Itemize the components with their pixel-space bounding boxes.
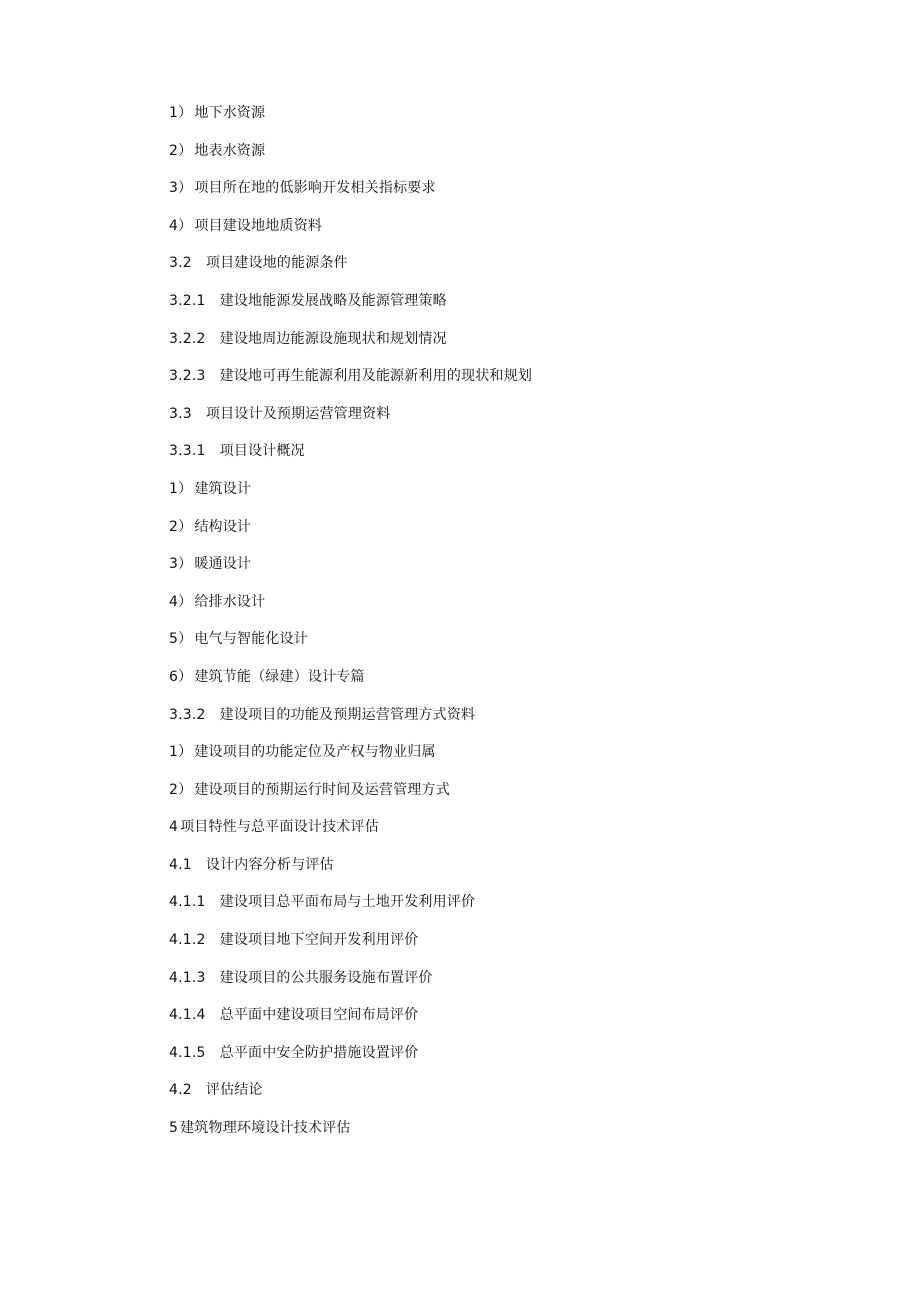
outline-item-number: 2） bbox=[169, 142, 193, 159]
outline-item-text: 建设地可再生能源利用及能源新利用的现状和规划 bbox=[219, 368, 533, 385]
outline-item-number: 3） bbox=[169, 180, 193, 197]
outline-item-number: 4） bbox=[169, 593, 193, 610]
outline-item-number: 4.1.2 bbox=[169, 932, 206, 949]
outline-item-text: 地表水资源 bbox=[194, 142, 266, 159]
outline-item-number: 4） bbox=[169, 217, 193, 234]
outline-item-number: 3.2.3 bbox=[169, 368, 206, 385]
outline-item-number: 3.3.2 bbox=[169, 706, 206, 723]
outline-item-text: 地下水资源 bbox=[194, 105, 266, 121]
outline-item bbox=[169, 891, 789, 929]
outline-item-number: 6） bbox=[169, 668, 193, 685]
outline-item bbox=[169, 478, 789, 516]
outline-item bbox=[169, 252, 789, 290]
outline-item-number: 2） bbox=[169, 781, 193, 798]
outline-item-number: 3.3.1 bbox=[169, 443, 206, 460]
outline-item bbox=[169, 140, 789, 178]
outline-item-number: 3.3 bbox=[169, 405, 192, 422]
outline-item bbox=[169, 1042, 789, 1080]
outline-item-text: 建筑物理环境设计技术评估 bbox=[180, 1120, 351, 1137]
outline-item-number: 5） bbox=[169, 631, 193, 648]
outline-item-text: 项目设计及预期运营管理资料 bbox=[205, 405, 391, 422]
outline-item bbox=[169, 440, 789, 478]
outline-item bbox=[169, 854, 789, 892]
outline-item-number: 5 bbox=[169, 1120, 179, 1137]
outline-item-text: 暖通设计 bbox=[194, 556, 252, 573]
outline-item-number: 4.1.3 bbox=[169, 969, 206, 986]
outline-item bbox=[169, 177, 789, 215]
outline-item-text: 项目建设地的能源条件 bbox=[205, 255, 348, 272]
outline-item-text: 电气与智能化设计 bbox=[194, 631, 308, 648]
outline-item bbox=[169, 1079, 789, 1117]
outline-item-number: 3.2 bbox=[169, 255, 192, 272]
outline-item-number: 4.1.1 bbox=[169, 894, 206, 911]
outline-item-text: 结构设计 bbox=[194, 518, 252, 535]
outline-item bbox=[169, 816, 789, 854]
outline-item bbox=[169, 741, 789, 779]
outline-item-text: 总平面中建设项目空间布局评价 bbox=[219, 1007, 419, 1024]
outline-item-number: 1） bbox=[169, 744, 193, 761]
outline-item-text: 建设项目的功能及预期运营管理方式资料 bbox=[219, 706, 476, 723]
outline-item bbox=[169, 365, 789, 403]
outline-item-text: 建设地周边能源设施现状和规划情况 bbox=[219, 330, 447, 347]
outline-item bbox=[169, 1117, 789, 1155]
outline-item-number: 4.2 bbox=[169, 1082, 192, 1099]
outline-item bbox=[169, 591, 789, 629]
outline-item bbox=[169, 328, 789, 366]
outline-item-number: 1） bbox=[169, 105, 193, 121]
outline-item-number: 3.2.2 bbox=[169, 330, 206, 347]
outline-item-text: 评估结论 bbox=[205, 1082, 263, 1099]
outline-item bbox=[169, 628, 789, 666]
outline-item bbox=[169, 929, 789, 967]
outline-item-text: 给排水设计 bbox=[194, 593, 266, 610]
outline-item-number: 4 bbox=[169, 819, 179, 836]
outline-item bbox=[169, 516, 789, 554]
outline-item-text: 建筑设计 bbox=[194, 480, 252, 497]
outline-item bbox=[169, 1004, 789, 1042]
outline-item-text: 建设项目的公共服务设施布置评价 bbox=[219, 969, 433, 986]
outline-item-number: 3） bbox=[169, 556, 193, 573]
outline-item bbox=[169, 704, 789, 742]
outline-item-text: 项目设计概况 bbox=[219, 443, 305, 460]
outline-item-number: 4.1.5 bbox=[169, 1044, 206, 1061]
outline-item bbox=[169, 290, 789, 328]
outline-item bbox=[169, 215, 789, 253]
outline-item-text: 建设项目总平面布局与土地开发利用评价 bbox=[219, 894, 476, 911]
outline-item bbox=[169, 967, 789, 1005]
outline-item-text: 总平面中安全防护措施设置评价 bbox=[219, 1044, 419, 1061]
outline-item-text: 项目所在地的低影响开发相关指标要求 bbox=[194, 180, 436, 197]
outline-item bbox=[169, 779, 789, 817]
outline-item bbox=[169, 666, 789, 704]
outline-item-number: 4.1.4 bbox=[169, 1007, 206, 1024]
outline-item-text: 项目特性与总平面设计技术评估 bbox=[180, 819, 379, 836]
outline-item-text: 建设项目地下空间开发利用评价 bbox=[219, 932, 419, 949]
outline-item bbox=[169, 403, 789, 441]
outline-list bbox=[169, 102, 789, 1155]
outline-item-text: 建筑节能（绿建）设计专篇 bbox=[194, 668, 365, 685]
outline-item-text: 项目建设地地质资料 bbox=[194, 217, 323, 234]
outline-item-text: 设计内容分析与评估 bbox=[205, 856, 334, 873]
outline-item-number: 2） bbox=[169, 518, 193, 535]
outline-item-text: 建设项目的预期运行时间及运营管理方式 bbox=[194, 781, 450, 798]
outline-item bbox=[169, 553, 789, 591]
outline-item-number: 3.2.1 bbox=[169, 292, 206, 309]
outline-item-text: 建设项目的功能定位及产权与物业归属 bbox=[194, 744, 436, 761]
outline-item-text: 建设地能源发展战略及能源管理策略 bbox=[219, 292, 447, 309]
outline-item bbox=[169, 102, 789, 140]
outline-item-number: 1） bbox=[169, 480, 193, 497]
outline-item-number: 4.1 bbox=[169, 856, 192, 873]
